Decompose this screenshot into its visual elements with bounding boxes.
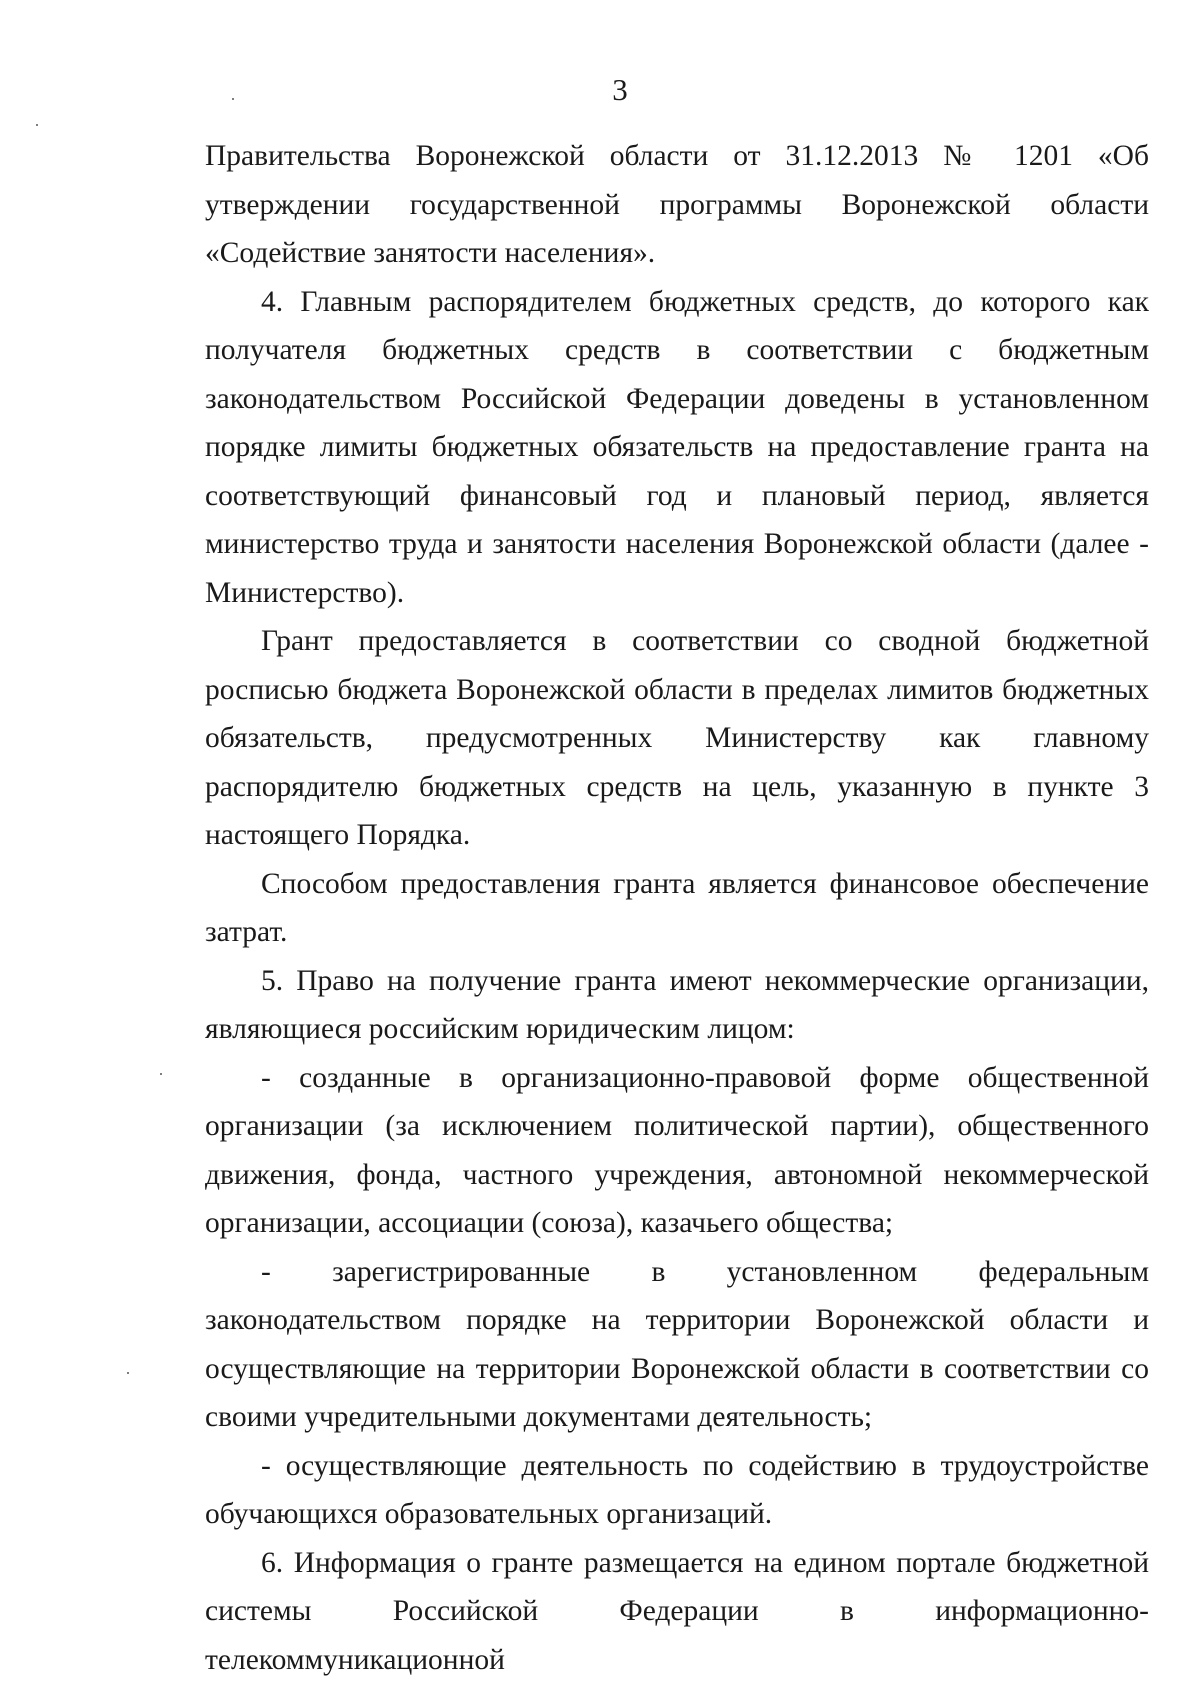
paragraph-continuation: Правительства Воронежской области от 31.12.2013 № 1201 «Об утверждении государственной программы Воронежской области «Содействие занятости населения».: [205, 140, 1149, 269]
paragraph-clause-6: 6. Информация о гранте размещается на едином портале бюджетной системы Российской Федерации в информационно-телекоммуникационной: [205, 1546, 1149, 1676]
page-number: 3: [612, 72, 628, 107]
scan-speck: [232, 98, 234, 100]
list-item-created: - созданные в организационно-правовой форме общественной организации (за исключением политической партии), общественного движения, фонда, частного учреждения, автономной некоммерческой организации, ассоциации (союза), казачьего общества;: [205, 1061, 1149, 1239]
paragraph-clause-4: 4. Главным распорядителем бюджетных средств, до которого как получателя бюджетных средств в соответствии с бюджетным законодательством Российской Федерации доведены в установленном порядке лимиты бюджетных обязательств на предоставление гранта на соответствующий финансовый год и плановый период, является министерство труда и занятости населения Воронежской области (далее - Министерство).: [205, 285, 1149, 609]
scan-speck: [160, 1073, 162, 1075]
list-item-registered: - зарегистрированные в установленном федеральным законодательством порядке на территории Воронежской области и осуществляющие на территории Воронежской области в соответствии со своими учредительными документами деятельность;: [205, 1255, 1149, 1433]
paragraph-grant-method: Способом предоставления гранта является финансовое обеспечение затрат.: [205, 867, 1149, 948]
document-body: [205, 132, 1149, 1684]
list-item-employment: - осуществляющие деятельность по содействию в трудоустройстве обучающихся образовательных организаций.: [205, 1449, 1149, 1530]
scan-speck: [36, 124, 38, 126]
scan-speck: [127, 1372, 129, 1374]
paragraph-grant-budget: Грант предоставляется в соответствии со сводной бюджетной росписью бюджета Воронежской области в пределах лимитов бюджетных обязательств, предусмотренных Министерству как главному распорядителю бюджетных средств на цель, указанную в пункте 3 настоящего Порядка.: [205, 625, 1149, 851]
paragraph-clause-5: 5. Право на получение гранта имеют некоммерческие организации, являющиеся российским юридическим лицом:: [205, 964, 1149, 1045]
